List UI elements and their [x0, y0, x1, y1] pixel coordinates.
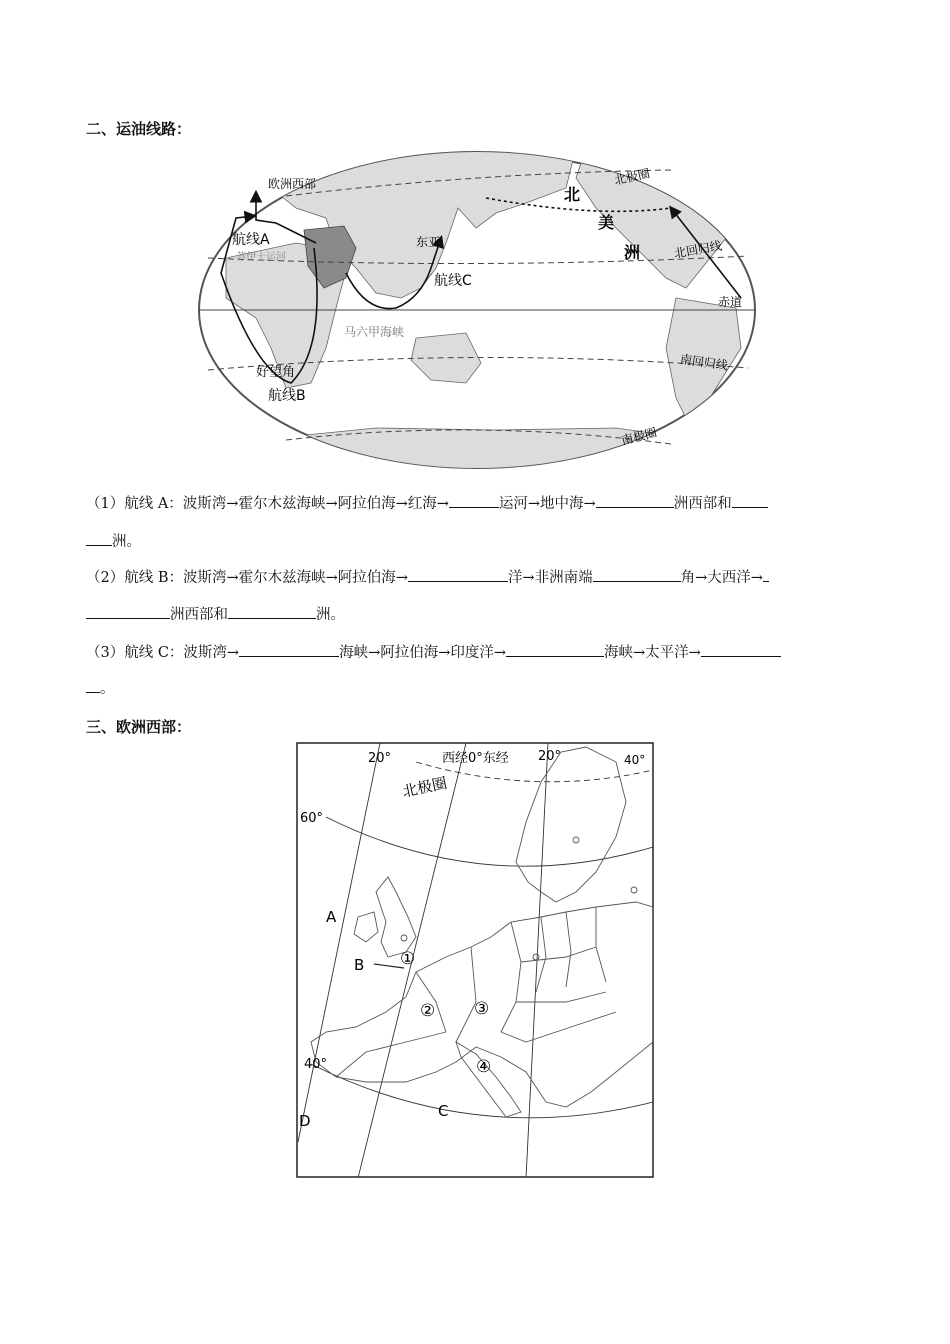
q2-blank-3[interactable] [763, 566, 769, 582]
label-lon-0: 西经0°东经 [442, 751, 509, 766]
label-b: B [354, 956, 365, 974]
label-a: A [326, 908, 337, 926]
q1-part2: 运河→地中海→ [498, 496, 596, 512]
label-num-3: ③ [474, 999, 490, 1019]
section-heading-oil-routes: 二、运油线路： [86, 120, 192, 138]
q3-part3: 海峡→太平洋→ [604, 645, 701, 661]
label-tropic-cancer: 北回归线 [673, 238, 723, 261]
q2-part2: 洋→非洲南端 [507, 570, 593, 586]
label-lat-60: 60° [300, 811, 324, 826]
label-lon-40e: 40° [624, 753, 646, 767]
question-3-line-1 [86, 641, 781, 663]
label-route-c: 航线C [434, 273, 472, 289]
q3-prefix: （3）航线 C：波斯湾→ [86, 645, 240, 661]
q2-blank-3b[interactable] [86, 603, 170, 619]
q3-blank-1[interactable] [239, 641, 339, 657]
q1-end: 洲。 [112, 534, 141, 550]
q3-part2: 海峡→阿拉伯海→印度洋→ [339, 645, 507, 661]
label-d: D [299, 1112, 311, 1130]
greenland-landmass [216, 148, 266, 183]
label-num-2: ② [420, 1001, 436, 1021]
q2-part4: 洲西部和 [170, 607, 228, 623]
label-na-2: 美 [598, 213, 615, 232]
q2-end: 洲。 [316, 607, 345, 623]
label-equator: 赤道 [718, 295, 743, 309]
q1-blank-3b[interactable] [86, 530, 112, 546]
q3-blank-2[interactable] [506, 641, 604, 657]
label-east-asia: 东亚 [416, 235, 441, 249]
label-lon-20e: 20° [538, 749, 562, 764]
label-lon-20w: 20° [368, 751, 392, 766]
label-antarctic-circle: 南极圈 [619, 425, 659, 448]
q2-prefix: （2）航线 B：波斯湾→霍尔木兹海峡→阿拉伯海→ [86, 570, 408, 586]
label-tropic-capricorn: 南回归线 [679, 352, 729, 373]
label-suez: 苏伊士运河 [236, 252, 286, 263]
q1-prefix: （1）航线 A：波斯湾→霍尔木兹海峡→阿拉伯海→红海→ [86, 496, 449, 512]
label-na-1: 北 [564, 185, 581, 204]
q2-blank-4[interactable] [228, 603, 316, 619]
label-cape: 好望角 [256, 365, 296, 380]
question-2-line-1 [86, 566, 769, 588]
q2-blank-2[interactable] [593, 566, 681, 582]
q1-blank-1[interactable] [449, 492, 499, 508]
q1-blank-2[interactable] [596, 492, 674, 508]
label-route-a: 航线A [232, 232, 270, 248]
q3-blank-3b[interactable] [86, 677, 100, 693]
world-oil-routes-map [196, 148, 758, 472]
antarctica-landmass [196, 428, 756, 472]
label-arctic-circle: 北极圈 [400, 773, 449, 801]
question-3-line-2 [86, 677, 115, 699]
label-c: C [438, 1102, 449, 1120]
q3-end: 。 [100, 681, 115, 697]
question-2-line-2 [86, 603, 345, 625]
label-western-europe: 欧洲西部 [268, 177, 317, 191]
q1-part3: 洲西部和 [673, 496, 732, 512]
section-heading-western-europe: 三、欧洲西部： [86, 718, 192, 736]
label-num-1: ① [400, 949, 416, 969]
western-europe-map [296, 742, 654, 1178]
q2-blank-1[interactable] [408, 566, 508, 582]
label-lat-40: 40° [304, 1057, 328, 1072]
label-na-3: 洲 [624, 243, 641, 262]
label-arctic-circle: 北极圈 [613, 166, 652, 188]
label-num-4: ④ [476, 1057, 492, 1077]
label-route-b: 航线B [268, 388, 306, 404]
q3-blank-3[interactable] [701, 641, 781, 657]
question-1-line-2 [86, 530, 141, 552]
q1-blank-3[interactable] [732, 492, 768, 508]
question-1-line-1 [86, 492, 768, 514]
q2-part3: 角→大西洋→ [680, 570, 763, 586]
label-malacca: 马六甲海峡 [344, 325, 405, 339]
